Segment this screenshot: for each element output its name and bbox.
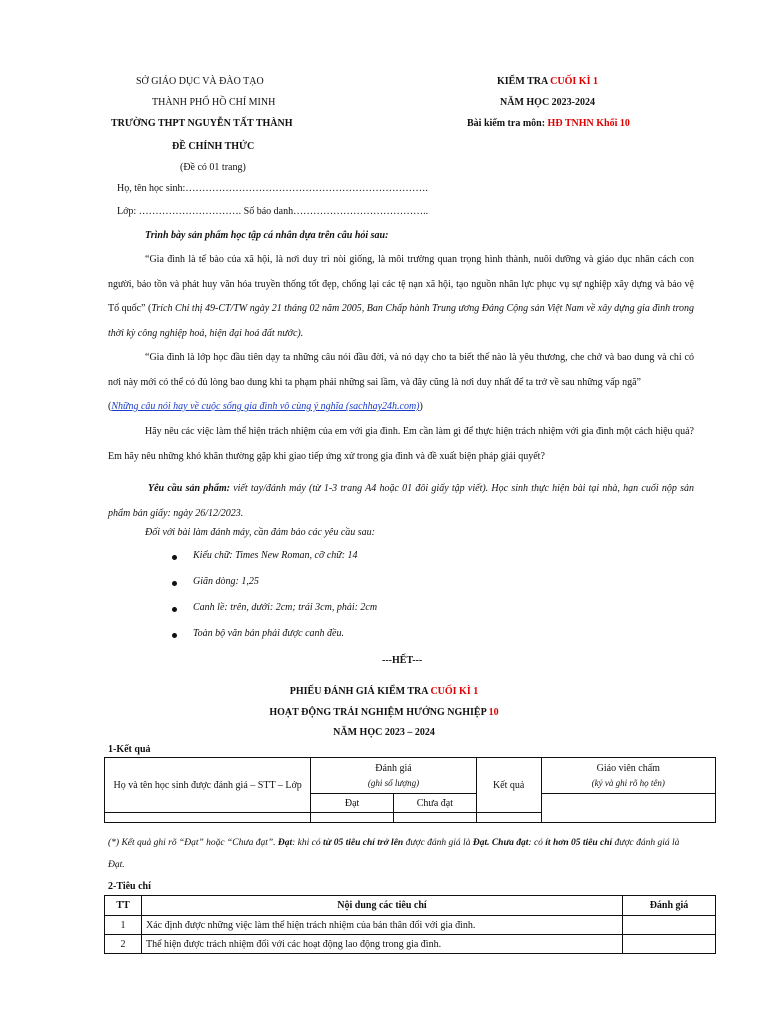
sub-fail: Chưa đạt bbox=[393, 794, 476, 813]
col-student: Họ và tên học sinh được đánh giá – STT – Lớp bbox=[105, 758, 311, 813]
criteria-content: Xác định được những việc làm thể hiện trách nhiệm của bản thân đối với gia đình. bbox=[142, 916, 623, 935]
eval-subtitle-grade: 10 bbox=[488, 707, 499, 718]
class-number-field: Lớp: …………………………. Số báo danh………………………………….. bbox=[117, 206, 429, 217]
note-part: được đánh giá là bbox=[403, 838, 473, 848]
quote-1-text: “Gia đình là tế bào của xã hội, là nơi duy trì nòi giống, là môi trường quan trọng hình thành, nuôi dưỡng và giáo dục nhân cách con người, bảo tồn và phát huy văn hóa truyền thống tốt đẹp, chống lại các tệ nạn xã hội, tạo nguồn nhân lực phục vụ sự nghiệp xây dựng và bảo vệ Tổ quốc” ( bbox=[108, 254, 694, 314]
bullet-dot bbox=[172, 555, 177, 560]
bullet-dot bbox=[172, 607, 177, 612]
table-row bbox=[105, 935, 716, 954]
criteria-heading: 2-Tiêu chí bbox=[108, 881, 151, 892]
student-cell bbox=[105, 813, 311, 823]
quote-1-citation: Trích Chỉ thị 49-CT/TW ngày 21 tháng 02 năm 2005, Ban Chấp hành Trung ương Đảng Cộng sản Việt Nam về xây dựng gia đình trong thời kỳ công nghiệp hoá, hiện đại hoá đất nước). bbox=[108, 303, 694, 339]
eval-year: NĂM HỌC 2023 – 2024 bbox=[333, 727, 435, 738]
typed-intro: Đối với bài làm đánh máy, cần đảm bảo các yêu cầu sau: bbox=[145, 527, 376, 538]
note-part: : khi có bbox=[292, 838, 323, 848]
bullet-item: Toàn bộ văn bản phải được canh đều. bbox=[193, 628, 344, 639]
department-name: SỞ GIÁO DỤC VÀ ĐÀO TẠO bbox=[136, 76, 264, 87]
note-bold: từ 05 tiêu chí trở lên bbox=[323, 838, 404, 848]
bullet-dot bbox=[172, 633, 177, 638]
bullet-item: Kiểu chữ: Times New Roman, cỡ chữ: 14 bbox=[193, 550, 358, 561]
subject-name: HĐ TNHN Khối 10 bbox=[547, 118, 630, 129]
col-eval-label: Đánh giá bbox=[375, 762, 412, 774]
table-row bbox=[105, 916, 716, 935]
bullet-item: Giãn dòng: 1,25 bbox=[193, 576, 259, 587]
bullet-dot bbox=[172, 581, 177, 586]
note-part: được đánh giá là Đạt. bbox=[108, 838, 680, 870]
quote-2-text: “Gia đình là lớp học đầu tiên dạy ta những câu nói đầu đời, và nó dạy cho ta biết thế nào là yêu thương, che chở và bao dung và chỉ có nơi này mới có thể có đủ lòng bao dung khi ta phạm phải những sai lầm, và đây cũng là nơi duy nhất để ta trở về sau những vấp ngã” bbox=[108, 352, 694, 388]
source-link[interactable]: Những câu nói hay về cuộc sống gia đình vô cùng ý nghĩa (sachhay24h.com) bbox=[111, 401, 420, 412]
student-name-field: Họ, tên học sinh:………………………………………………………………. bbox=[117, 183, 428, 194]
school-name: TRƯỜNG THPT NGUYỄN TẤT THÀNH bbox=[111, 118, 293, 129]
note-part: (*) Kết quả ghi rõ “Đạt” hoặc “Chưa đạt”. bbox=[108, 838, 278, 848]
col-result: Kết quả bbox=[476, 758, 541, 813]
col-teacher-label: Giáo viên chấm bbox=[596, 762, 660, 774]
quote-1 bbox=[108, 248, 694, 346]
quote-2 bbox=[108, 346, 694, 420]
exam-title bbox=[497, 76, 598, 87]
col-tt: TT bbox=[105, 896, 142, 916]
col-teacher-note: (ký và ghi rõ họ tên) bbox=[591, 777, 665, 788]
pass-cell bbox=[311, 813, 394, 823]
criteria-eval-cell bbox=[623, 935, 716, 954]
result-note bbox=[108, 832, 694, 876]
teacher-sign-cell bbox=[541, 794, 715, 823]
note-bold: ít hơn 05 tiêu chí bbox=[545, 838, 613, 848]
bullet-item: Canh lề: trên, dưới: 2cm; trái 3cm, phải: 2cm bbox=[193, 602, 378, 613]
criteria-content: Thể hiện được trách nhiệm đối với các hoạt động lao động trong gia đình. bbox=[142, 935, 623, 954]
prompt-heading: Trình bày sản phẩm học tập cá nhân dựa trên câu hỏi sau: bbox=[145, 230, 389, 241]
eval-subtitle-prefix: HOẠT ĐỘNG TRẢI NGHIỆM HƯỚNG NGHIỆP bbox=[269, 707, 489, 718]
requirements bbox=[108, 477, 694, 526]
col-eval bbox=[311, 758, 477, 794]
question: Hãy nêu các việc làm thể hiện trách nhiệm của em với gia đình. Em cần làm gì để thực hiện trách nhiệm với gia đình một cách hiệu quả? Em hãy nêu những khó khăn thường gặp khi giao tiếp ứng xử trong gia đình và đề xuất biện pháp giải quyết? bbox=[108, 426, 694, 462]
page-count: (Đề có 01 trang) bbox=[180, 162, 246, 173]
link-open: ( bbox=[108, 401, 112, 412]
eval-subtitle bbox=[0, 707, 768, 718]
exam-title-prefix: KIỂM TRA bbox=[497, 76, 551, 87]
official-label: ĐỀ CHÍNH THỨC bbox=[172, 141, 255, 152]
eval-title bbox=[0, 686, 768, 697]
note-part: : có bbox=[528, 838, 546, 848]
note-bold: Đạt. Chưa đạt bbox=[472, 838, 529, 848]
col-eval-note: (ghi số lượng) bbox=[367, 777, 420, 788]
criteria-eval-cell bbox=[623, 916, 716, 935]
results-heading: 1-Kết quả bbox=[108, 744, 151, 755]
criteria-tt: 1 bbox=[105, 916, 142, 935]
school-year: NĂM HỌC 2023-2024 bbox=[500, 97, 595, 108]
eval-title-prefix: PHIẾU ĐÁNH GIÁ KIỂM TRA bbox=[289, 686, 431, 697]
col-content: Nội dung các tiêu chí bbox=[142, 896, 623, 916]
subject-line bbox=[467, 118, 630, 129]
exam-term: CUỐI KÌ 1 bbox=[550, 76, 598, 87]
city-name: THÀNH PHỐ HỒ CHÍ MINH bbox=[152, 97, 276, 108]
criteria-table bbox=[104, 895, 716, 954]
subject-prefix: Bài kiểm tra môn: bbox=[467, 118, 548, 129]
criteria-tt: 2 bbox=[105, 935, 142, 954]
end-mark: ---HẾT--- bbox=[382, 655, 423, 666]
col-teacher bbox=[541, 758, 715, 794]
result-cell bbox=[476, 813, 541, 823]
eval-title-term: CUỐI KÌ 1 bbox=[430, 686, 479, 697]
fail-cell bbox=[393, 813, 476, 823]
results-table bbox=[104, 757, 716, 823]
link-close: ) bbox=[419, 401, 423, 412]
sub-pass: Đạt bbox=[311, 794, 394, 813]
col-criteria-eval: Đánh giá bbox=[623, 896, 716, 916]
requirements-label: Yêu cầu sản phẩm: bbox=[148, 483, 230, 494]
note-bold: Đạt bbox=[277, 838, 293, 848]
requirements-text: viết tay/đánh máy (từ 1-3 trang A4 hoặc 01 đôi giấy tập viết). Học sinh thực hiện bài tại nhà, hạn cuối nộp sản phẩm bản giấy: ngày 26/12/2023. bbox=[108, 483, 695, 519]
